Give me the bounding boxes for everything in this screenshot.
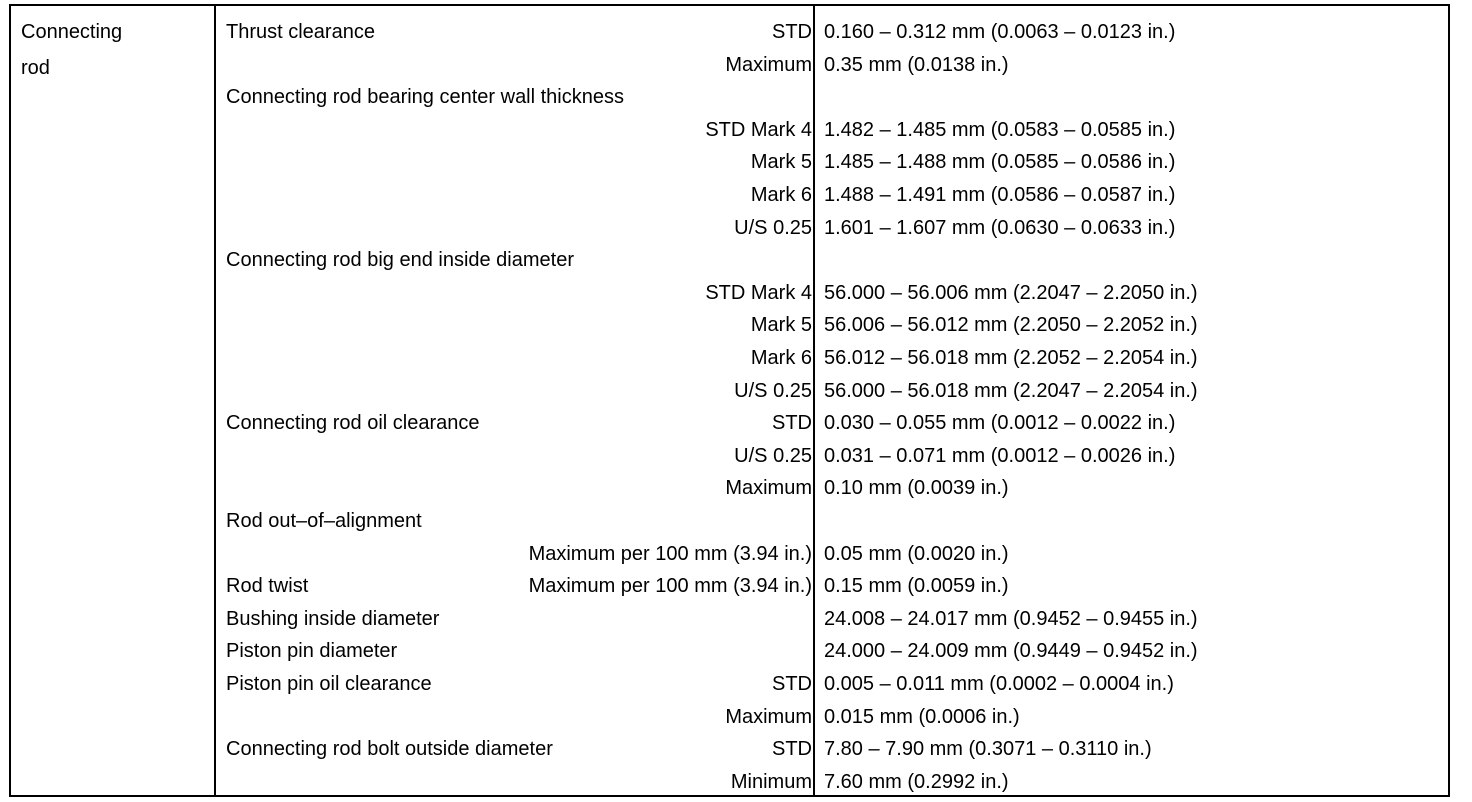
- category-label-line2: rod: [21, 57, 50, 79]
- spec-value: 0.031 – 0.071 mm (0.0012 – 0.0026 in.): [824, 444, 1176, 467]
- spec-row: [216, 212, 1446, 244]
- spec-row: [216, 277, 1446, 309]
- spec-row: [216, 733, 1446, 765]
- spec-value: 1.485 – 1.488 mm (0.0585 – 0.0586 in.): [824, 151, 1176, 174]
- spec-row: [216, 179, 1446, 211]
- spec-value: 1.482 – 1.485 mm (0.0583 – 0.0585 in.): [824, 118, 1176, 141]
- spec-row: [216, 538, 1446, 570]
- spec-condition: Maximum: [725, 53, 812, 76]
- spec-condition: U/S 0.25: [734, 444, 812, 467]
- spec-row: [216, 440, 1446, 472]
- spec-row: [216, 505, 1446, 537]
- spec-value: 56.000 – 56.018 mm (2.2047 – 2.2054 in.): [824, 379, 1198, 402]
- spec-value: 7.80 – 7.90 mm (0.3071 – 0.3110 in.): [824, 738, 1152, 761]
- spec-condition: U/S 0.25: [734, 379, 812, 402]
- spec-row: [216, 407, 1446, 439]
- spec-item-label: Bushing inside diameter: [226, 607, 440, 630]
- spec-condition: STD Mark 4: [705, 118, 812, 141]
- spec-item-label: Piston pin diameter: [226, 640, 398, 663]
- spec-value: 0.160 – 0.312 mm (0.0063 – 0.0123 in.): [824, 21, 1176, 43]
- spec-row: [216, 472, 1446, 504]
- spec-value: 0.015 mm (0.0006 in.): [824, 705, 1020, 728]
- spec-row: [216, 81, 1446, 113]
- spec-condition: Mark 6: [750, 347, 812, 369]
- spec-value: 24.008 – 24.017 mm (0.9452 – 0.9455 in.): [824, 607, 1198, 630]
- spec-value: 56.012 – 56.018 mm (2.2052 – 2.2054 in.): [824, 347, 1198, 369]
- spec-value: 56.006 – 56.012 mm (2.2050 – 2.2052 in.): [824, 314, 1198, 337]
- spec-value: 24.000 – 24.009 mm (0.9449 – 0.9452 in.): [824, 640, 1198, 663]
- spec-condition: STD: [772, 21, 812, 43]
- spec-row: [216, 342, 1446, 374]
- spec-row: [216, 114, 1446, 146]
- spec-row: [216, 766, 1446, 798]
- spec-row: [216, 16, 1446, 48]
- spec-value: 0.15 mm (0.0059 in.): [824, 575, 1009, 598]
- spec-condition: Mark 5: [750, 151, 812, 174]
- spec-condition: Minimum: [730, 770, 812, 793]
- spec-condition: STD: [772, 673, 812, 695]
- spec-row: [216, 49, 1446, 81]
- spec-item-label: Piston pin oil clearance: [226, 673, 432, 695]
- spec-condition: STD: [772, 412, 812, 435]
- spec-value: 1.488 – 1.491 mm (0.0586 – 0.0587 in.): [824, 184, 1176, 206]
- spec-row: [216, 244, 1446, 276]
- spec-row: [216, 375, 1446, 407]
- spec-value: 0.030 – 0.055 mm (0.0012 – 0.0022 in.): [824, 412, 1176, 435]
- spec-row: [216, 309, 1446, 341]
- spec-row: [216, 603, 1446, 635]
- spec-item-label: Connecting rod bolt outside diameter: [226, 738, 553, 761]
- spec-row: [216, 570, 1446, 602]
- spec-item-label: Thrust clearance: [226, 21, 375, 43]
- spec-value: 0.005 – 0.011 mm (0.0002 – 0.0004 in.): [824, 673, 1174, 695]
- spec-condition: STD Mark 4: [705, 281, 812, 304]
- spec-value: 0.10 mm (0.0039 in.): [824, 477, 1009, 500]
- spec-condition: Maximum per 100 mm (3.94 in.): [528, 542, 812, 565]
- spec-item-label: Rod twist: [226, 575, 309, 598]
- spec-item-label: Connecting rod big end inside diameter: [226, 249, 574, 272]
- spec-condition: U/S 0.25: [734, 216, 812, 239]
- spec-row: [216, 146, 1446, 178]
- spec-row: [216, 701, 1446, 733]
- spec-item-label: Rod out–of–alignment: [226, 510, 422, 532]
- spec-value: 0.05 mm (0.0020 in.): [824, 542, 1009, 565]
- spec-value: 0.35 mm (0.0138 in.): [824, 53, 1009, 76]
- spec-value: 56.000 – 56.006 mm (2.2047 – 2.2050 in.): [824, 281, 1198, 304]
- spec-value: 7.60 mm (0.2992 in.): [824, 770, 1009, 793]
- spec-condition: Mark 5: [750, 314, 812, 337]
- spec-condition: STD: [772, 738, 812, 761]
- category-label-line1: Connecting: [21, 21, 123, 43]
- spec-item-label: Connecting rod oil clearance: [226, 412, 480, 435]
- spec-row: [216, 668, 1446, 700]
- spec-condition: Maximum: [725, 477, 812, 500]
- spec-row: [216, 635, 1446, 667]
- spec-condition: Mark 6: [750, 184, 812, 206]
- spec-item-label: Connecting rod bearing center wall thickness: [226, 86, 624, 109]
- spec-condition: Maximum per 100 mm (3.94 in.): [528, 575, 812, 598]
- spec-condition: Maximum: [725, 705, 812, 728]
- spec-value: 1.601 – 1.607 mm (0.0630 – 0.0633 in.): [824, 216, 1176, 239]
